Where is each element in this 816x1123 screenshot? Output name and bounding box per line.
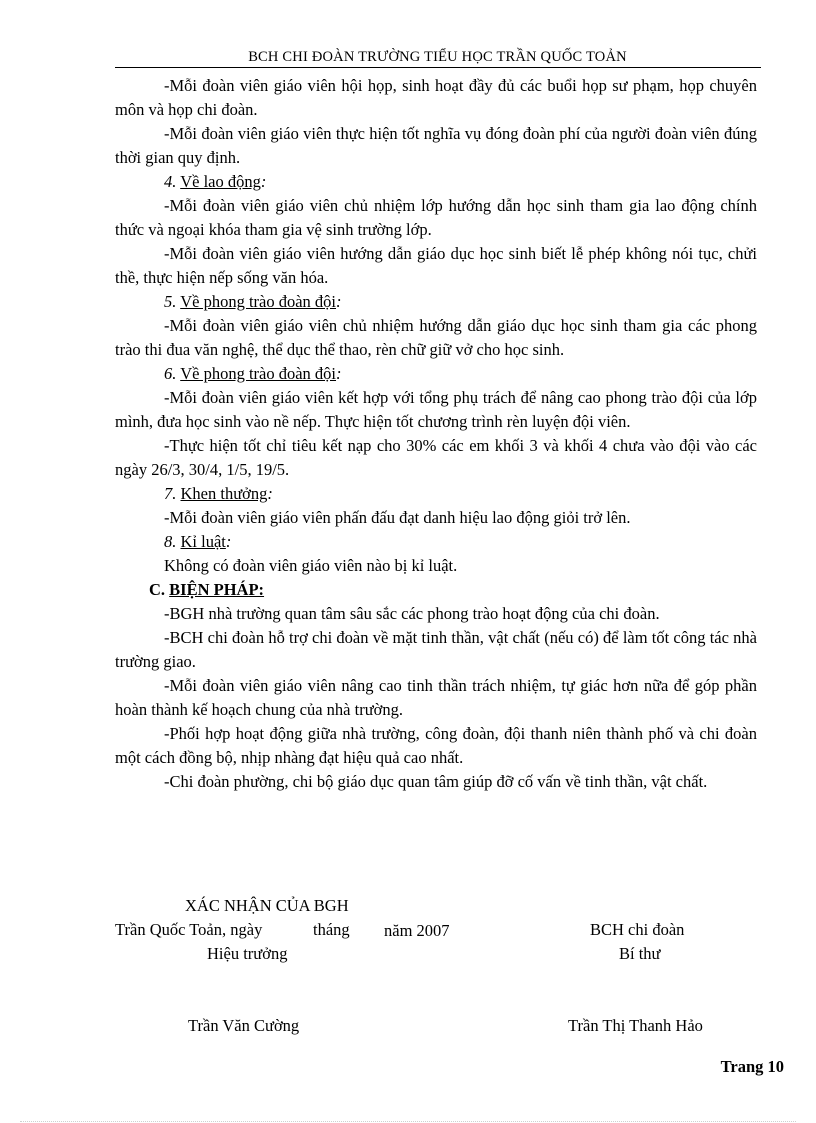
section-8-heading xyxy=(115,530,757,554)
right-org: BCH chi đoàn xyxy=(590,920,685,939)
list-item: -BCH chi đoàn hỗ trợ chi đoàn về mặt tinh thần, vật chất (nếu có) để làm tốt công tác nhà trường giao. xyxy=(115,628,757,671)
section-number: 7. xyxy=(164,484,177,503)
section-title: Kỉ luật xyxy=(180,532,226,551)
page-header: BCH CHI ĐOÀN TRƯỜNG TIỂU HỌC TRẦN QUỐC TOẢN xyxy=(248,49,627,65)
section-colon: : xyxy=(336,364,342,383)
list-item: -Mỗi đoàn viên giáo viên phấn đấu đạt danh hiệu lao động giỏi trở lên. xyxy=(164,508,631,527)
section-5-heading xyxy=(115,290,757,314)
place-date: Trần Quốc Toản, ngày xyxy=(115,920,263,939)
section-c-heading xyxy=(115,578,757,602)
section-4-heading xyxy=(115,170,757,194)
list-item: -Thực hiện tốt chỉ tiêu kết nạp cho 30% các em khối 3 và khối 4 chưa vào đội vào các ngày 26/3, 30/4, 1/5, 19/5. xyxy=(115,436,757,479)
section-title: Về phong trào đoàn đội xyxy=(180,292,337,311)
page-number: Trang 10 xyxy=(720,1057,784,1076)
left-signer-name: Trần Văn Cường xyxy=(188,1016,300,1035)
right-role: Bí thư xyxy=(619,944,661,963)
section-title: Về phong trào đoàn đội xyxy=(180,364,337,383)
confirm-heading: XÁC NHẬN CỦA BGH xyxy=(185,896,349,915)
list-item: -Mỗi đoàn viên giáo viên kết hợp với tổng phụ trách để nâng cao phong trào đội của lớp mình, đưa học sinh vào nề nếp. Thực hiện tốt chương trình rèn luyện đội viên. xyxy=(115,388,757,431)
section-colon: : xyxy=(267,484,273,503)
paragraph: -Mỗi đoàn viên giáo viên hội họp, sinh hoạt đầy đủ các buổi họp sư phạm, họp chuyên môn và họp chi đoàn. xyxy=(115,76,757,119)
left-role: Hiệu trưởng xyxy=(207,944,288,963)
date-year: năm 2007 xyxy=(384,921,450,940)
page-bottom-border xyxy=(20,1121,796,1122)
section-7-heading xyxy=(115,482,757,506)
section-number: 8. xyxy=(164,532,177,551)
list-item: Không có đoàn viên giáo viên nào bị kỉ luật. xyxy=(164,556,458,575)
section-number: 4. xyxy=(164,172,177,191)
section-title: BIỆN PHÁP: xyxy=(169,580,265,599)
section-title: Về lao động xyxy=(180,172,261,191)
list-item: -Phối hợp hoạt động giữa nhà trường, công đoàn, đội thanh niên thành phố và chi đoàn một cách đồng bộ, nhịp nhàng đạt hiệu quả cao nhất. xyxy=(115,724,757,767)
paragraph: -Mỗi đoàn viên giáo viên thực hiện tốt nghĩa vụ đóng đoàn phí của người đoàn viên đúng thời gian quy định. xyxy=(115,124,757,167)
date-month: tháng xyxy=(313,920,350,939)
section-number: C. xyxy=(149,580,166,599)
section-colon: : xyxy=(225,532,232,551)
section-number: 6. xyxy=(164,364,177,383)
list-item: -Mỗi đoàn viên giáo viên hướng dẫn giáo dục học sinh biết lễ phép không nói tục, chửi thề, thực hiện nếp sống văn hóa. xyxy=(115,244,757,287)
list-item: -BGH nhà trường quan tâm sâu sắc các phong trào hoạt động của chi đoàn. xyxy=(164,604,660,623)
header-divider xyxy=(115,67,761,68)
list-item: -Mỗi đoàn viên giáo viên chủ nhiệm lớp hướng dẫn học sinh tham gia lao động chính thức và ngoại khóa tham gia vệ sinh trường lớp. xyxy=(115,196,757,239)
section-number: 5. xyxy=(164,292,177,311)
list-item: -Mỗi đoàn viên giáo viên chủ nhiệm hướng dẫn giáo dục học sinh tham gia các phong trào thi đua văn nghệ, thể dục thể thao, rèn chữ giữ vở cho học sinh. xyxy=(115,316,757,359)
right-signer-name: Trần Thị Thanh Hảo xyxy=(568,1016,703,1035)
section-colon: : xyxy=(260,172,267,191)
section-6-heading xyxy=(115,362,757,386)
section-title: Khen thưởng xyxy=(180,484,268,503)
list-item: -Mỗi đoàn viên giáo viên nâng cao tinh thần trách nhiệm, tự giác hơn nữa để góp phần hoàn thành kế hoạch chung của nhà trường. xyxy=(115,676,757,719)
document-body xyxy=(115,74,757,794)
section-colon: : xyxy=(336,292,342,311)
list-item: -Chi đoàn phường, chi bộ giáo dục quan tâm giúp đỡ cố vấn về tinh thần, vật chất. xyxy=(164,772,708,791)
